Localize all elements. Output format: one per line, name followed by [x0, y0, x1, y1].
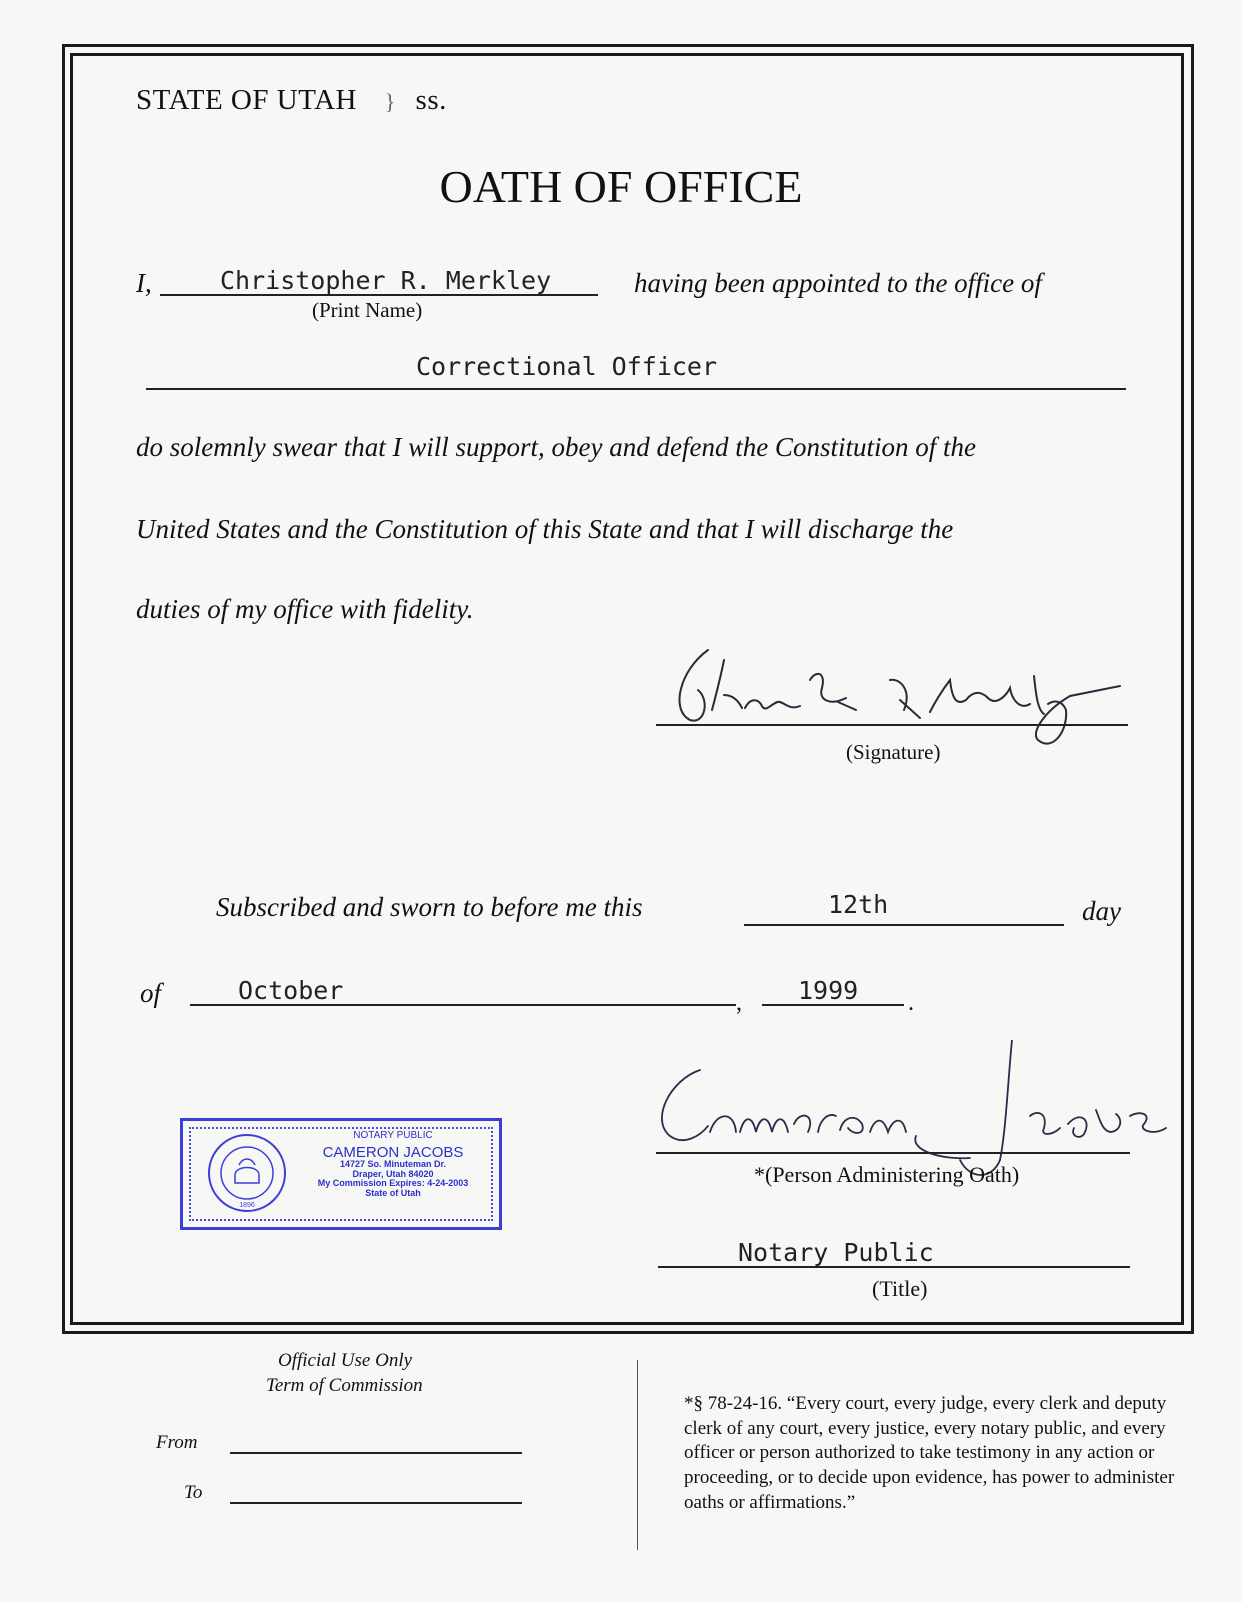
stamp-line-2: CAMERON JACOBS	[322, 1143, 464, 1161]
day-label: day	[1082, 896, 1121, 926]
name-field: Christopher R. Merkley	[220, 266, 552, 295]
ss-label: ss.	[415, 84, 447, 116]
stamp-line-5: My Commission Expires: 4-24-2003	[317, 1178, 469, 1189]
notary-stamp	[180, 1118, 502, 1230]
document-title: OATH OF OFFICE	[439, 161, 803, 212]
appointed-text: having been appointed to the office of	[634, 268, 1042, 298]
stamp-line-6: State of Utah	[365, 1187, 421, 1198]
oath-line-2: United States and the Constitution of this State and that I will discharge the	[136, 514, 954, 544]
of-label: of	[140, 978, 162, 1008]
term-of-commission-heading: Term of Commission	[266, 1375, 423, 1396]
office-field: Correctional Officer	[416, 352, 718, 381]
to-label: To	[184, 1482, 203, 1503]
section-divider	[637, 1360, 638, 1550]
to-line	[230, 1502, 522, 1504]
title-field: Notary Public	[738, 1238, 934, 1267]
state-label: STATE OF UTAH	[136, 84, 357, 116]
from-label: From	[156, 1432, 198, 1453]
day-line	[744, 924, 1064, 926]
stamp-line-3: 14727 So. Minuteman Dr.	[339, 1159, 447, 1170]
oath-line-3: duties of my office with fidelity.	[136, 594, 474, 624]
state-heading	[136, 84, 447, 117]
comma-mark: ,	[736, 990, 742, 1016]
office-line	[146, 388, 1126, 390]
day-field: 12th	[828, 890, 889, 919]
sworn-text: Subscribed and sworn to before me this	[216, 892, 643, 922]
administrator-line	[656, 1152, 1130, 1154]
title-caption: (Title)	[872, 1276, 928, 1301]
signature-line	[656, 724, 1128, 726]
year-field: 1999	[798, 976, 859, 1005]
i-label: I,	[136, 268, 152, 298]
official-use-heading: Official Use Only	[278, 1350, 413, 1371]
print-name-caption: (Print Name)	[312, 298, 423, 322]
brace-icon: }	[384, 89, 396, 114]
month-field: October	[238, 976, 344, 1005]
stamp-line-1: NOTARY PUBLIC	[353, 1130, 433, 1141]
stamp-line-4: Draper, Utah 84020	[352, 1168, 434, 1179]
statute-text: *§ 78-24-16. “Every court, every judge, every clerk and deputy clerk of any court, every justice, every notary public, and every officer or person authorized to take testimony in any action or proceeding, or to decide upon evidence, has power to administer oaths or affirmations.”	[684, 1393, 1175, 1513]
administrator-caption: *(Person Administering Oath)	[754, 1162, 1020, 1187]
period-mark: .	[908, 990, 914, 1016]
state-seal-icon	[205, 1131, 289, 1215]
from-line	[230, 1452, 522, 1454]
signature-caption: (Signature)	[846, 740, 941, 764]
oath-line-1: do solemnly swear that I will support, obey and defend the Constitution of the	[136, 432, 976, 462]
seal-year: 1896	[239, 1202, 255, 1209]
stamp-text	[293, 1131, 493, 1198]
